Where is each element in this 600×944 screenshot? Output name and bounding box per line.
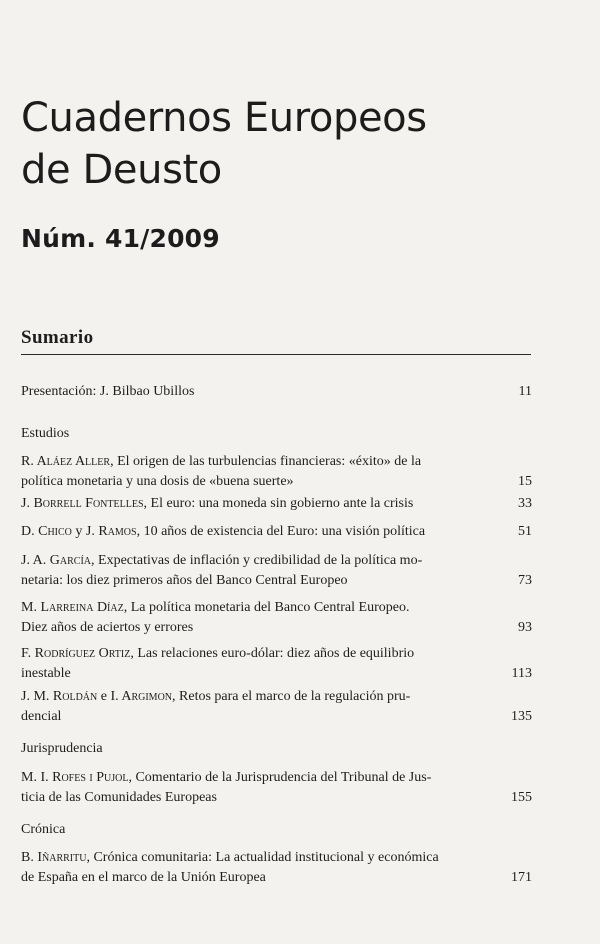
page-number: 93: [518, 620, 532, 635]
entry-title-line-1: El origen de las turbulencias financieras: «éxito» de la: [117, 454, 422, 469]
entry-author: R. Aláez Aller: [21, 454, 111, 469]
entry-author: J. Borrell Fontelles: [21, 496, 144, 511]
entry-title-line-1: El euro: una moneda sin gobierno ante la crisis: [150, 496, 414, 511]
presentacion-author: J. Bilbao Ubillos: [99, 384, 195, 399]
entry-title-line-1: Comentario de la Jurisprudencia del Tribunal de Jus-: [135, 770, 432, 785]
toc-entry: D. Chico y J. Ramos, 10 años de existencia del Euro: una visión política 51: [21, 522, 532, 542]
entry-title-line-2: política monetaria y una dosis de «buena suerte»: [21, 474, 294, 489]
toc-entry: B. Iñarritu, Crónica comunitaria: La actualidad institucional y económica de España en el marco de la Unión Europea 171: [21, 848, 532, 888]
entry-title-line-1: Expectativas de inflación y credibilidad de la política mo-: [98, 553, 423, 568]
entry-author-connector: y: [75, 524, 83, 539]
toc-entry: J. Borrell Fontelles, El euro: una moneda sin gobierno ante la crisis 33: [21, 494, 532, 514]
entry-author: M. Larreina Díaz: [21, 600, 124, 615]
toc-entry: M. I. Rofes i Pujol, Comentario de la Jurisprudencia del Tribunal de Jus- ticia de las Comunidades Europeas 155: [21, 768, 532, 808]
issue-number: Núm. 41/2009: [21, 224, 220, 253]
page-number: 73: [518, 573, 532, 588]
entry-author: B. Iñarritu: [21, 850, 87, 865]
entry-title-line-1: La política monetaria del Banco Central Europeo.: [130, 600, 410, 615]
entry-title-line-2: ticia de las Comunidades Europeas: [21, 790, 217, 805]
page-number: 135: [511, 709, 532, 724]
entry-author: D. Chico: [21, 524, 72, 539]
page-number: 113: [511, 666, 532, 681]
journal-title-line-2: de Deusto: [21, 147, 222, 193]
page-number: 15: [518, 474, 532, 489]
toc-entry: J. A. García, Expectativas de inflación y credibilidad de la política mo- netaria: los diez primeros años del Banco Central Europeo 73: [21, 551, 532, 591]
toc-entry: J. M. Roldán e I. Argimon, Retos para el marco de la regulación pru- dencial 135: [21, 687, 532, 727]
entry-title-line-2: inestable: [21, 666, 71, 681]
journal-title: [21, 92, 427, 196]
page-number: 33: [518, 496, 532, 511]
toc-entry: F. Rodríguez Ortiz, Las relaciones euro-dólar: diez años de equilibrio inestable 113: [21, 644, 532, 684]
page-number: 171: [511, 870, 532, 885]
entry-author: J. Ramos: [85, 524, 137, 539]
entry-author: F. Rodríguez Ortiz: [21, 646, 131, 661]
toc-entry-presentacion: [21, 382, 532, 402]
entry-title-line-1: Las relaciones euro-dólar: diez años de equilibrio: [137, 646, 415, 661]
section-cronica: Crónica: [21, 822, 66, 837]
section-estudios: Estudios: [21, 426, 70, 441]
page-number: 11: [518, 384, 532, 399]
entry-title-line-1: Crónica comunitaria: La actualidad institucional y económica: [93, 850, 439, 865]
page-number: 155: [511, 790, 532, 805]
entry-author: I. Argimon: [110, 689, 173, 704]
entry-title-line-2: Diez años de aciertos y errores: [21, 620, 194, 635]
entry-author: M. I. Rofes i Pujol: [21, 770, 129, 785]
journal-title-line-1: Cuadernos Europeos: [21, 95, 427, 141]
entry-author-connector: e: [100, 689, 107, 704]
presentacion-label: Presentación:: [21, 384, 97, 399]
entry-title-line-2: dencial: [21, 709, 62, 724]
entry-title-line-2: de España en el marco de la Unión Europea: [21, 870, 266, 885]
summary-heading: Sumario: [21, 327, 94, 348]
entry-title-line-1: 10 años de existencia del Euro: una visión política: [143, 524, 426, 539]
entry-author: J. M. Roldán: [21, 689, 98, 704]
entry-author: J. A. García: [21, 553, 92, 568]
toc-entry: M. Larreina Díaz, La política monetaria del Banco Central Europeo. Diez años de aciertos y errores 93: [21, 598, 532, 638]
entry-title-line-2: netaria: los diez primeros años del Banco Central Europeo: [21, 573, 348, 588]
page-number: 51: [518, 524, 532, 539]
entry-title-line-1: Retos para el marco de la regulación pru-: [179, 689, 411, 704]
toc-entry: R. Aláez Aller, El origen de las turbulencias financieras: «éxito» de la política monetaria y una dosis de «buena suerte» 15: [21, 452, 532, 492]
section-jurisprudencia: Jurisprudencia: [21, 741, 103, 756]
summary-divider: [21, 354, 531, 355]
